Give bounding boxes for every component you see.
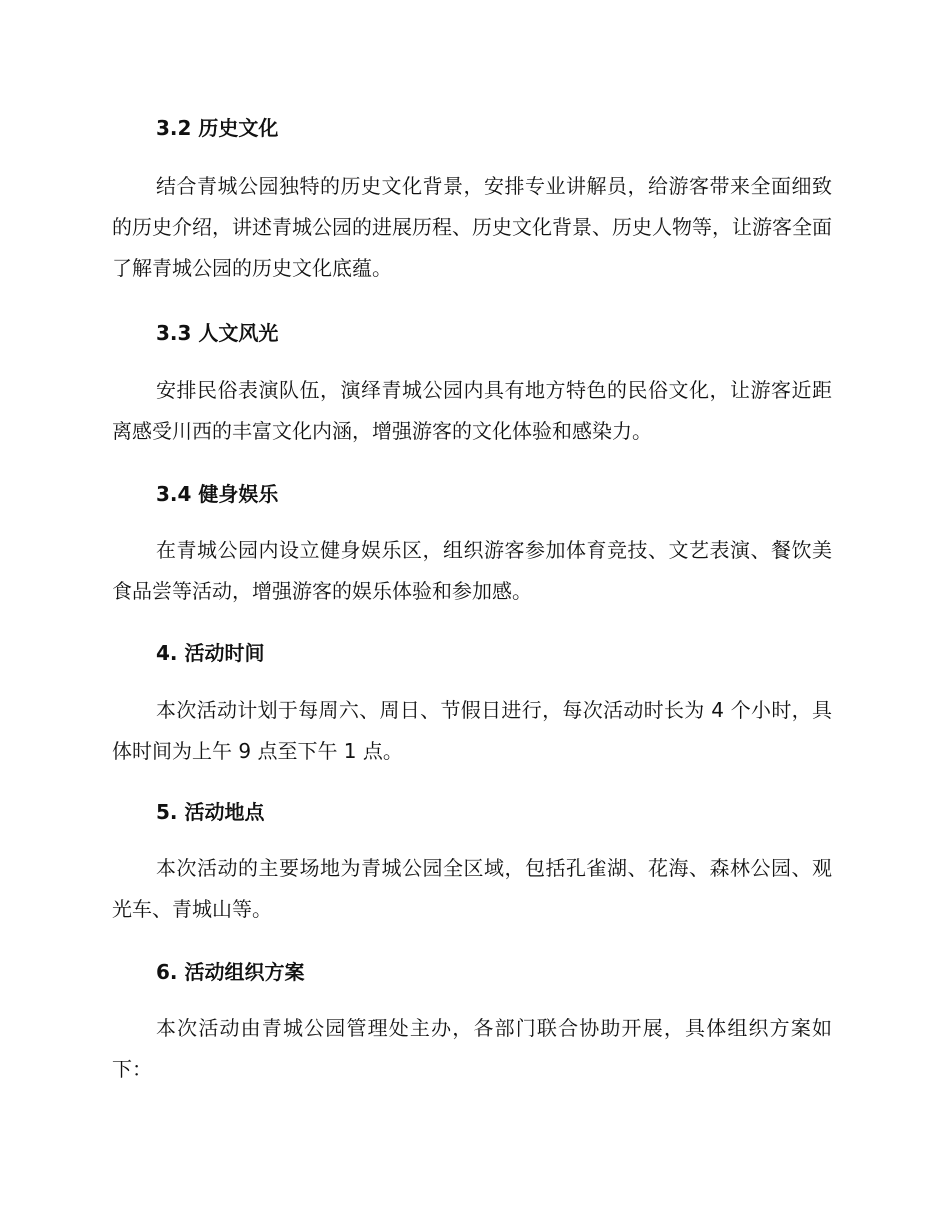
section-heading-history-culture: 3.2 历史文化 — [156, 116, 279, 140]
paragraph-activity-time: 本次活动计划于每周六、周日、节假日进行，每次活动时长为 4 个小时，具体时间为上午 9 点至下午 1 点。 — [112, 698, 832, 763]
section-heading-humanities-scenery: 3.3 人文风光 — [156, 321, 279, 345]
section-heading-organization-plan: 6. 活动组织方案 — [156, 960, 305, 984]
section-heading-activity-time: 4. 活动时间 — [156, 641, 265, 665]
paragraph-activity-location: 本次活动的主要场地为青城公园全区域，包括孔雀湖、花海、森林公园、观光车、青城山等。 — [112, 856, 832, 921]
section-heading-fitness-entertainment: 3.4 健身娱乐 — [156, 482, 279, 506]
paragraph-history-culture: 结合青城公园独特的历史文化背景，安排专业讲解员，给游客带来全面细致的历史介绍，讲述青城公园的进展历程、历史文化背景、历史人物等，让游客全面了解青城公园的历史文化底蕴。 — [112, 174, 832, 280]
paragraph-organization-plan: 本次活动由青城公园管理处主办，各部门联合协助开展，具体组织方案如下： — [112, 1016, 832, 1081]
paragraph-humanities-scenery: 安排民俗表演队伍，演绎青城公园内具有地方特色的民俗文化，让游客近距离感受川西的丰富文化内涵，增强游客的文化体验和感染力。 — [112, 378, 832, 443]
section-heading-activity-location: 5. 活动地点 — [156, 800, 265, 824]
paragraph-fitness-entertainment: 在青城公园内设立健身娱乐区，组织游客参加体育竞技、文艺表演、餐饮美食品尝等活动，增强游客的娱乐体验和参加感。 — [112, 538, 832, 603]
